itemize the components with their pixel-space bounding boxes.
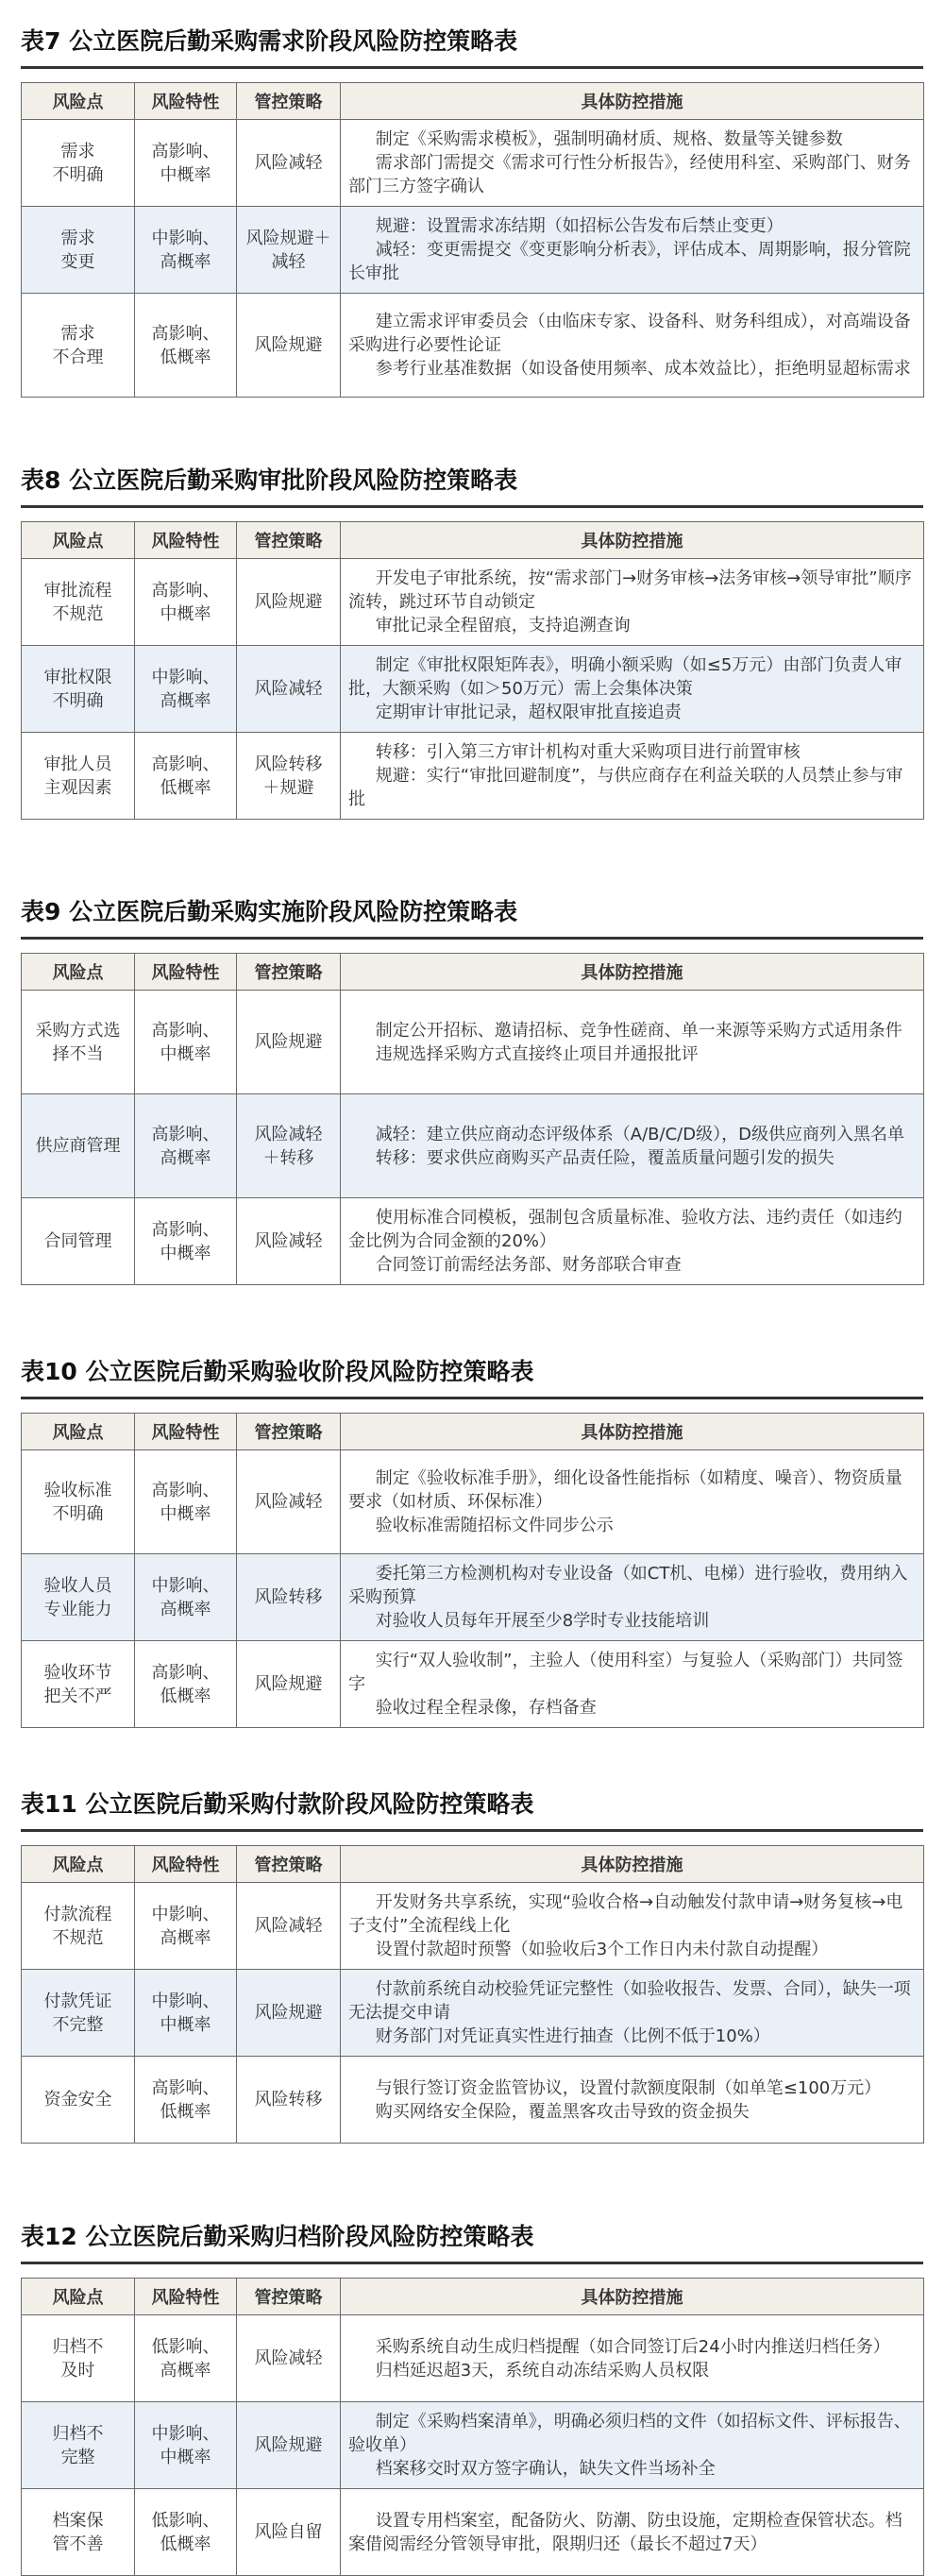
strategy-cell: 风险规避: [237, 1970, 341, 2057]
table-row: [22, 1883, 924, 1970]
risk-point-cell: 归档不 完整: [22, 2402, 135, 2489]
risk-trait-cell: 中影响、 中概率: [135, 1970, 237, 2057]
risk-table: [21, 82, 924, 398]
table-section: [21, 26, 923, 398]
measure-line: 验收标准需随招标文件同步公示: [375, 1516, 614, 1535]
risk-table: [21, 953, 924, 1285]
measure-line: 购买网络安全保险，覆盖黑客攻击导致的资金损失: [375, 2101, 750, 2122]
table-title: 表9 公立医院后勤采购实施阶段风险防控策略表: [21, 897, 923, 940]
table-row: [22, 1450, 924, 1554]
measure-line: 使用标准合同模板，强制包含质量标准、验收方法、违约责任（如违约金比例为合同金额的20%）: [348, 1208, 902, 1251]
table-title: 表7 公立医院后勤采购需求阶段风险防控策略表: [21, 26, 923, 69]
header-measures: 具体防控措施: [341, 1846, 924, 1883]
measure-line: 转移：引入第三方审计机构对重大采购项目进行前置审核: [375, 742, 801, 762]
measure-line: 定期审计审批记录，超权限审批直接追责: [375, 703, 682, 722]
strategy-cell: 风险减轻: [237, 2315, 341, 2402]
measure-line: 减轻：建立供应商动态评级体系（A/B/C/D级），D级供应商列入黑名单: [375, 1124, 904, 1144]
measure-line: 设置专用档案室，配备防火、防潮、防虫设施，定期检查保管状态。档案借阅需经分管领导审批，限期归还（最长不超过7天）: [348, 2510, 902, 2554]
table-row: [22, 120, 924, 207]
measures-cell: [341, 2402, 924, 2489]
strategy-cell: 风险转移: [237, 2057, 341, 2144]
header-risk-point: 风险点: [22, 522, 135, 559]
table-row: [22, 559, 924, 646]
table-row: [22, 2057, 924, 2144]
table-row: [22, 2315, 924, 2402]
table-row: [22, 733, 924, 820]
risk-trait-cell: 中影响、 高概率: [135, 646, 237, 733]
strategy-cell: 风险转移 ＋规避: [237, 733, 341, 820]
table-row: [22, 2402, 924, 2489]
measure-line: 归档延迟超3天，系统自动冻结采购人员权限: [375, 2360, 710, 2381]
risk-trait-cell: 高影响、 高概率: [135, 1094, 237, 1198]
risk-trait-cell: 低影响、 高概率: [135, 2315, 237, 2402]
header-risk-point: 风险点: [22, 2279, 135, 2315]
table-row: [22, 294, 924, 398]
measures-cell: [341, 1094, 924, 1198]
header-strategy: 管控策略: [237, 1846, 341, 1883]
risk-table: [21, 1413, 924, 1728]
risk-point-cell: 审批流程 不规范: [22, 559, 135, 646]
risk-point-cell: 验收人员 专业能力: [22, 1554, 135, 1641]
table-row: [22, 207, 924, 294]
header-row: [22, 1414, 924, 1450]
risk-point-cell: 需求 不明确: [22, 120, 135, 207]
table-section: [21, 897, 923, 1285]
header-measures: 具体防控措施: [341, 522, 924, 559]
measure-line: 需求部门需提交《需求可行性分析报告》，经使用科室、采购部门、财务部门三方签字确认: [348, 153, 911, 196]
measure-line: 制定《审批权限矩阵表》，明确小额采购（如≤5万元）由部门负责人审批，大额采购（如＞50万元）需上会集体决策: [348, 655, 902, 699]
measure-line: 审批记录全程留痕，支持追溯查询: [375, 616, 631, 636]
risk-trait-cell: 高影响、 中概率: [135, 120, 237, 207]
strategy-cell: 风险减轻: [237, 1198, 341, 1285]
header-strategy: 管控策略: [237, 522, 341, 559]
header-risk-trait: 风险特性: [135, 1414, 237, 1450]
risk-point-cell: 验收标准 不明确: [22, 1450, 135, 1554]
header-measures: 具体防控措施: [341, 954, 924, 991]
measures-cell: [341, 1198, 924, 1285]
header-row: [22, 522, 924, 559]
risk-trait-cell: 高影响、 中概率: [135, 559, 237, 646]
risk-trait-cell: 中影响、 高概率: [135, 1554, 237, 1641]
risk-trait-cell: 高影响、 低概率: [135, 294, 237, 398]
table-title: 表12 公立医院后勤采购归档阶段风险防控策略表: [21, 2222, 923, 2264]
strategy-cell: 风险规避＋ 减轻: [237, 207, 341, 294]
risk-point-cell: 归档不 及时: [22, 2315, 135, 2402]
table-row: [22, 1198, 924, 1285]
strategy-cell: 风险规避: [237, 1641, 341, 1728]
table-row: [22, 1970, 924, 2057]
measures-cell: [341, 1554, 924, 1641]
measure-line: 对验收人员每年开展至少8学时专业技能培训: [375, 1611, 710, 1631]
risk-point-cell: 审批人员 主观因素: [22, 733, 135, 820]
header-risk-trait: 风险特性: [135, 83, 237, 120]
measure-line: 实行“双人验收制”，主验人（使用科室）与复验人（采购部门）共同签字: [348, 1651, 903, 1694]
measure-line: 减轻：变更需提交《变更影响分析表》，评估成本、周期影响，报分管院长审批: [348, 240, 911, 283]
risk-table: [21, 521, 924, 820]
header-strategy: 管控策略: [237, 954, 341, 991]
measures-cell: [341, 2315, 924, 2402]
risk-point-cell: 合同管理: [22, 1198, 135, 1285]
risk-point-cell: 供应商管理: [22, 1094, 135, 1198]
measures-cell: [341, 559, 924, 646]
measure-line: 违规选择采购方式直接终止项目并通报批评: [375, 1043, 699, 1064]
measure-line: 转移：要求供应商购买产品责任险，覆盖质量问题引发的损失: [375, 1147, 834, 1168]
header-strategy: 管控策略: [237, 2279, 341, 2315]
strategy-cell: 风险规避: [237, 991, 341, 1094]
measure-line: 档案移交时双方签字确认，缺失文件当场补全: [375, 2459, 716, 2479]
risk-trait-cell: 高影响、 低概率: [135, 733, 237, 820]
measure-line: 制定《采购档案清单》，明确必须归档的文件（如招标文件、评标报告、验收单）: [348, 2412, 911, 2455]
measure-line: 委托第三方检测机构对专业设备（如CT机、电梯）进行验收，费用纳入采购预算: [348, 1564, 908, 1607]
strategy-cell: 风险规避: [237, 2402, 341, 2489]
risk-trait-cell: 中影响、 高概率: [135, 1883, 237, 1970]
measures-cell: [341, 207, 924, 294]
table-title: 表8 公立医院后勤采购审批阶段风险防控策略表: [21, 466, 923, 508]
measures-cell: [341, 733, 924, 820]
header-measures: 具体防控措施: [341, 2279, 924, 2315]
measure-line: 开发财务共享系统，实现“验收合格→自动触发付款申请→财务复核→电子支付”全流程线上化: [348, 1892, 903, 1936]
measure-line: 制定《验收标准手册》，细化设备性能指标（如精度、噪音）、物资质量要求（如材质、环保标准）: [348, 1468, 902, 1512]
risk-point-cell: 付款流程 不规范: [22, 1883, 135, 1970]
risk-trait-cell: 高影响、 低概率: [135, 1641, 237, 1728]
measure-line: 采购系统自动生成归档提醒（如合同签订后24小时内推送归档任务）: [375, 2336, 890, 2357]
risk-table: [21, 2278, 924, 2576]
measure-line: 设置付款超时预警（如验收后3个工作日内未付款自动提醒）: [375, 1940, 829, 1959]
table-row: [22, 1554, 924, 1641]
table-section: [21, 1789, 923, 2144]
risk-point-cell: 验收环节 把关不严: [22, 1641, 135, 1728]
header-risk-trait: 风险特性: [135, 2279, 237, 2315]
measure-line: 开发电子审批系统，按“需求部门→财务审核→法务审核→领导审批”顺序流转，跳过环节自动锁定: [348, 568, 912, 612]
strategy-cell: 风险减轻 ＋转移: [237, 1094, 341, 1198]
table-title: 表10 公立医院后勤采购验收阶段风险防控策略表: [21, 1357, 923, 1399]
strategy-cell: 风险规避: [237, 294, 341, 398]
table-row: [22, 991, 924, 1094]
table-section: [21, 466, 923, 820]
risk-point-cell: 需求 变更: [22, 207, 135, 294]
strategy-cell: 风险转移: [237, 1554, 341, 1641]
measures-cell: [341, 1450, 924, 1554]
measures-cell: [341, 1883, 924, 1970]
header-risk-trait: 风险特性: [135, 1846, 237, 1883]
strategy-cell: 风险减轻: [237, 1450, 341, 1554]
table-row: [22, 1094, 924, 1198]
header-risk-point: 风险点: [22, 954, 135, 991]
measure-line: 参考行业基准数据（如设备使用频率、成本效益比），拒绝明显超标需求: [375, 359, 911, 379]
strategy-cell: 风险规避: [237, 559, 341, 646]
header-risk-point: 风险点: [22, 1414, 135, 1450]
header-row: [22, 2279, 924, 2315]
risk-trait-cell: 高影响、 中概率: [135, 991, 237, 1094]
table-section: [21, 2222, 923, 2576]
strategy-cell: 风险减轻: [237, 120, 341, 207]
measure-line: 规避：实行“审批回避制度”，与供应商存在利益关联的人员禁止参与审批: [348, 766, 903, 809]
measure-line: 制定《采购需求模板》，强制明确材质、规格、数量等关键参数: [375, 129, 843, 149]
strategy-cell: 风险自留: [237, 2489, 341, 2576]
measures-cell: [341, 2057, 924, 2144]
header-row: [22, 83, 924, 120]
table-row: [22, 2489, 924, 2576]
table-row: [22, 1641, 924, 1728]
header-row: [22, 1846, 924, 1883]
risk-table: [21, 1845, 924, 2144]
measure-line: 与银行签订资金监管协议，设置付款额度限制（如单笔≤100万元）: [375, 2077, 882, 2098]
header-risk-trait: 风险特性: [135, 954, 237, 991]
measures-cell: [341, 2489, 924, 2576]
risk-trait-cell: 高影响、 低概率: [135, 2057, 237, 2144]
risk-point-cell: 采购方式选 择不当: [22, 991, 135, 1094]
header-risk-point: 风险点: [22, 1846, 135, 1883]
risk-trait-cell: 低影响、 低概率: [135, 2489, 237, 2576]
measure-line: 财务部门对凭证真实性进行抽查（比例不低于10%）: [375, 2026, 770, 2046]
risk-trait-cell: 高影响、 中概率: [135, 1198, 237, 1285]
risk-point-cell: 需求 不合理: [22, 294, 135, 398]
measures-cell: [341, 294, 924, 398]
risk-point-cell: 付款凭证 不完整: [22, 1970, 135, 2057]
measure-line: 验收过程全程录像，存档备查: [375, 1698, 597, 1718]
measures-cell: [341, 1970, 924, 2057]
header-row: [22, 954, 924, 991]
header-measures: 具体防控措施: [341, 1414, 924, 1450]
header-strategy: 管控策略: [237, 1414, 341, 1450]
measures-cell: [341, 646, 924, 733]
header-measures: 具体防控措施: [341, 83, 924, 120]
table-row: [22, 646, 924, 733]
strategy-cell: 风险减轻: [237, 1883, 341, 1970]
measure-line: 建立需求评审委员会（由临床专家、设备科、财务科组成），对高端设备采购进行必要性论证: [348, 312, 911, 355]
measures-cell: [341, 120, 924, 207]
measure-line: 制定公开招标、邀请招标、竞争性磋商、单一来源等采购方式适用条件: [375, 1020, 902, 1041]
table-section: [21, 1357, 923, 1728]
header-risk-trait: 风险特性: [135, 522, 237, 559]
risk-trait-cell: 中影响、 中概率: [135, 2402, 237, 2489]
table-title: 表11 公立医院后勤采购付款阶段风险防控策略表: [21, 1789, 923, 1832]
risk-point-cell: 审批权限 不明确: [22, 646, 135, 733]
risk-trait-cell: 中影响、 高概率: [135, 207, 237, 294]
measure-line: 规避：设置需求冻结期（如招标公告发布后禁止变更）: [375, 216, 784, 236]
measure-line: 合同签订前需经法务部、财务部联合审查: [375, 1255, 682, 1275]
measures-cell: [341, 1641, 924, 1728]
strategy-cell: 风险减轻: [237, 646, 341, 733]
measure-line: 付款前系统自动校验凭证完整性（如验收报告、发票、合同），缺失一项无法提交申请: [348, 1979, 911, 2023]
risk-point-cell: 资金安全: [22, 2057, 135, 2144]
measures-cell: [341, 991, 924, 1094]
header-risk-point: 风险点: [22, 83, 135, 120]
header-strategy: 管控策略: [237, 83, 341, 120]
risk-trait-cell: 高影响、 中概率: [135, 1450, 237, 1554]
risk-point-cell: 档案保 管不善: [22, 2489, 135, 2576]
